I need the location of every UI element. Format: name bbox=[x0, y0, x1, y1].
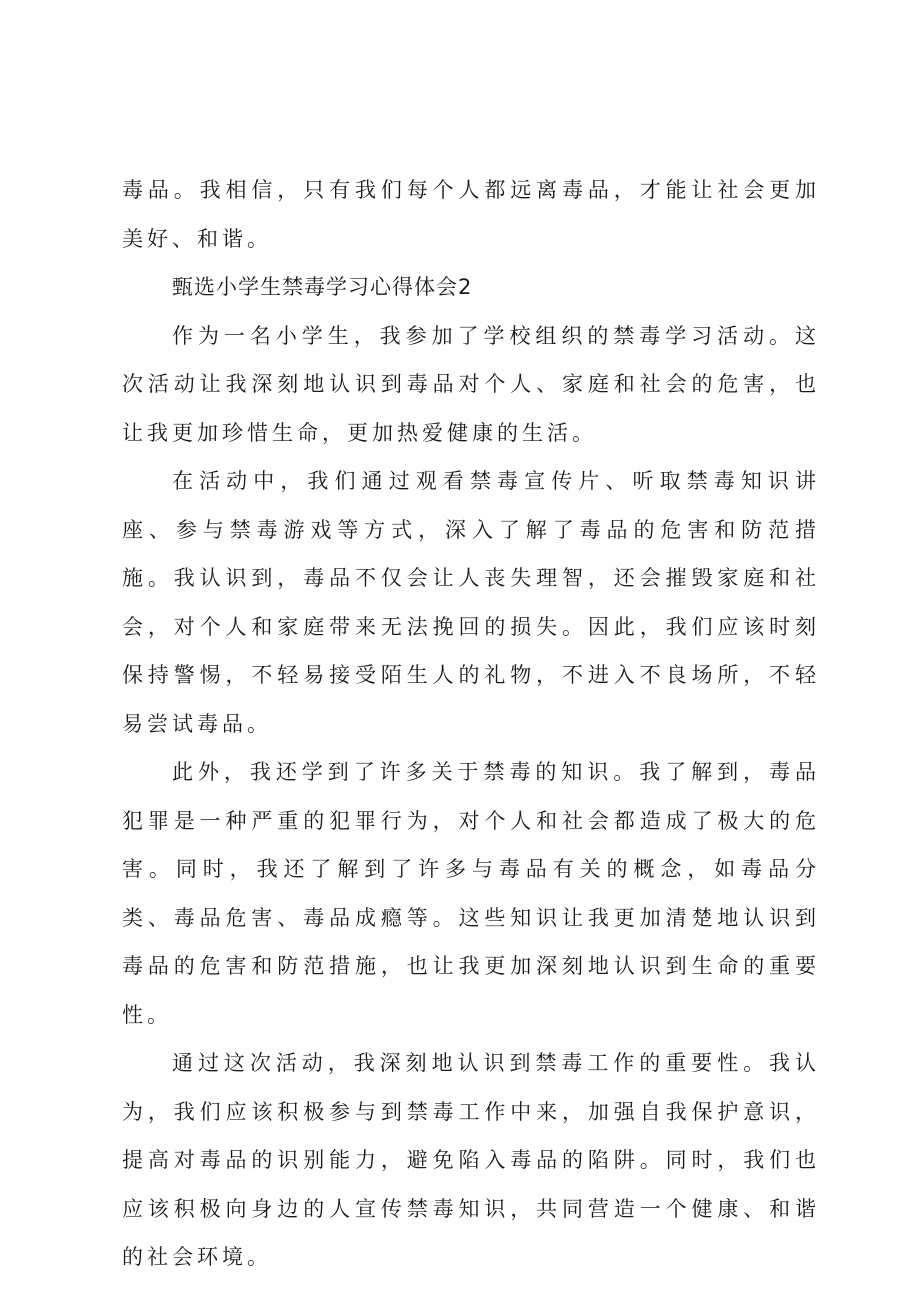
section-heading: 甄选小学生禁毒学习心得体会2 bbox=[172, 275, 473, 299]
paragraph-3: 此外，我还学到了许多关于禁毒的知识。我了解到，毒品犯罪是一种严重的犯罪行为，对个人和社会都造成了极大的危害。同时，我还了解到了许多与毒品有关的概念，如毒品分类、毒品危害、毒品成瘾等。这些知识让我更加清楚地认识到毒品的危害和防范措施，也让我更加深刻地认识到生命的重要性。 bbox=[122, 760, 820, 1027]
paragraph-2: 在活动中，我们通过观看禁毒宣传片、听取禁毒知识讲座、参与禁毒游戏等方式，深入了解了毒品的危害和防范措施。我认识到，毒品不仅会让人丧失理智，还会摧毁家庭和社会，对个人和家庭带来无法挽回的损失。因此，我们应该时刻保持警惕，不轻易接受陌生人的礼物，不进入不良场所，不轻易尝试毒品。 bbox=[122, 469, 820, 736]
paragraph-1: 作为一名小学生，我参加了学校组织的禁毒学习活动。这次活动让我深刻地认识到毒品对个人、家庭和社会的危害，也让我更加珍惜生命，更加热爱健康的生活。 bbox=[122, 323, 820, 445]
paragraph-continuation: 毒品。我相信，只有我们每个人都远离毒品，才能让社会更加美好、和谐。 bbox=[122, 178, 820, 251]
paragraph-4: 通过这次活动，我深刻地认识到禁毒工作的重要性。我认为，我们应该积极参与到禁毒工作中来，加强自我保护意识，提高对毒品的识别能力，避免陷入毒品的陷阱。同时，我们也应该积极向身边的人宣传禁毒知识，共同营造一个健康、和谐的社会环境。 bbox=[122, 1051, 820, 1269]
document-body bbox=[122, 166, 820, 1282]
